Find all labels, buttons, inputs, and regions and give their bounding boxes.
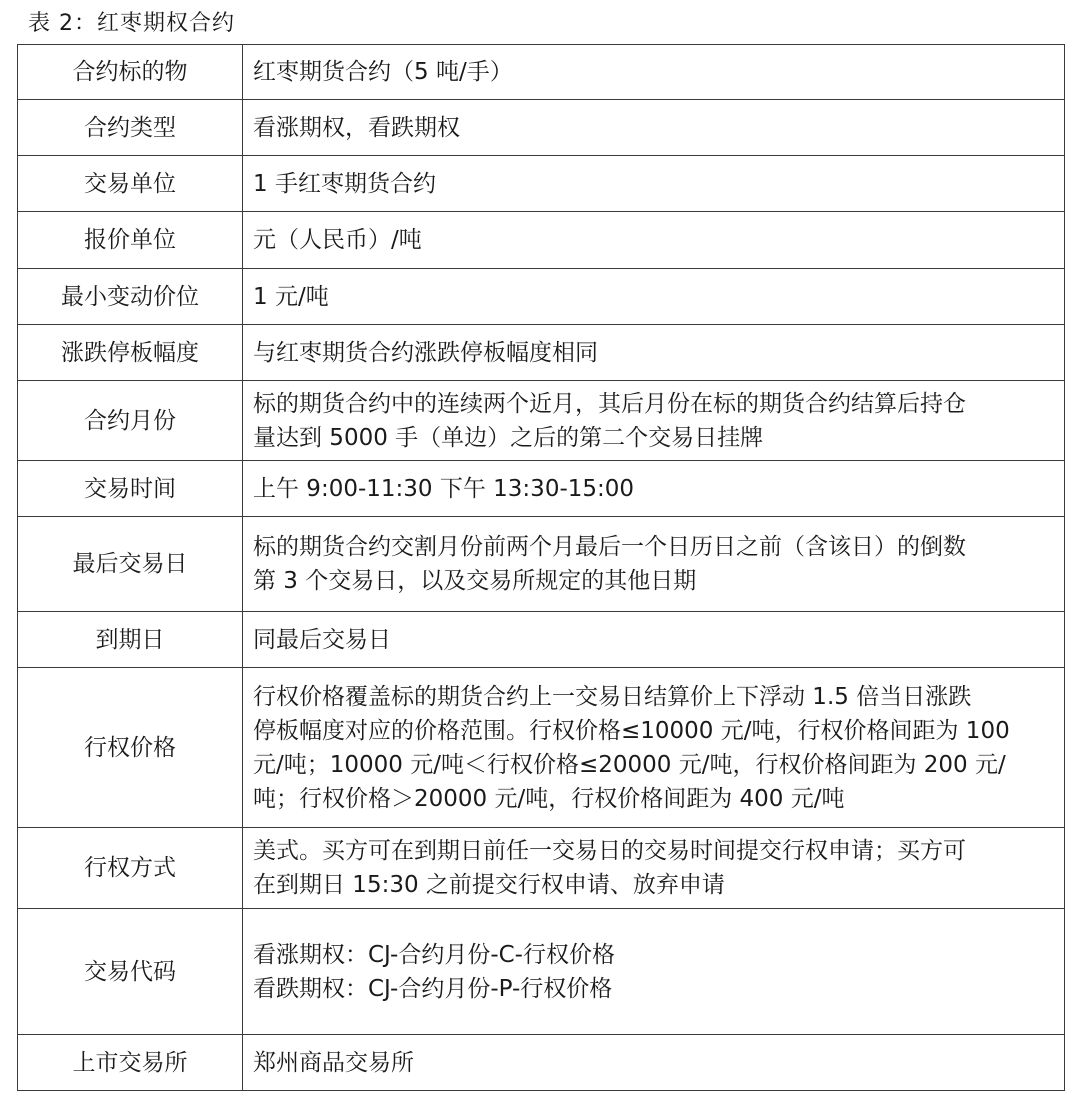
value-line: 标的期货合约交割月份前两个月最后一个日历日之前（含该日）的倒数	[253, 534, 966, 560]
value-line: 同最后交易日	[253, 626, 391, 653]
table-row	[18, 381, 1065, 461]
row-value	[243, 381, 1065, 461]
table-row	[18, 828, 1065, 909]
table-row	[18, 668, 1065, 828]
row-label: 行权价格	[18, 668, 243, 828]
table-row	[18, 156, 1065, 212]
table-caption: 表 2：红枣期权合约	[28, 11, 235, 36]
value-line: 第 3 个交易日，以及交易所规定的其他日期	[253, 568, 697, 594]
row-value	[243, 156, 1065, 212]
row-value	[243, 828, 1065, 909]
row-label: 最后交易日	[18, 517, 243, 612]
value-line: 美式。买方可在到期日前任一交易日的交易时间提交行权申请；买方可	[253, 838, 966, 864]
row-value	[243, 668, 1065, 828]
row-label: 交易时间	[18, 461, 243, 517]
row-label: 到期日	[18, 612, 243, 668]
row-label: 交易单位	[18, 156, 243, 212]
value-line: 1 元/吨	[253, 283, 329, 310]
row-label: 行权方式	[18, 828, 243, 909]
value-line: 停板幅度对应的价格范围。行权价格≤10000 元/吨，行权价格间距为 100	[253, 717, 1010, 744]
value-line: 看涨期权，看跌期权	[253, 114, 460, 141]
table-row	[18, 461, 1065, 517]
table-row	[18, 517, 1065, 612]
value-line: 标的期货合约中的连续两个近月，其后月份在标的期货合约结算后持仓	[253, 390, 966, 417]
value-line: 量达到 5000 手（单边）之后的第二个交易日挂牌	[253, 424, 764, 451]
row-value	[243, 100, 1065, 156]
row-label: 合约月份	[18, 381, 243, 461]
row-value	[243, 461, 1065, 517]
value-line: 吨；行权价格＞20000 元/吨，行权价格间距为 400 元/吨	[253, 785, 845, 812]
value-line: 元/吨；10000 元/吨＜行权价格≤20000 元/吨，行权价格间距为 200 元/	[253, 751, 1006, 778]
row-value	[243, 269, 1065, 325]
value-line: 与红枣期货合约涨跌停板幅度相同	[253, 339, 598, 366]
row-value	[243, 1035, 1065, 1091]
table-row	[18, 612, 1065, 668]
value-line: 上午 9:00-11:30 下午 13:30-15:00	[253, 475, 635, 502]
table-row	[18, 1035, 1065, 1091]
row-label: 涨跌停板幅度	[18, 325, 243, 381]
value-line: 郑州商品交易所	[253, 1049, 414, 1076]
option-contract-table	[17, 44, 1065, 1091]
value-line: 1 手红枣期货合约	[253, 170, 436, 197]
row-value	[243, 45, 1065, 100]
value-line: 看涨期权：CJ-合约月份-C-行权价格	[253, 941, 615, 968]
table-row	[18, 325, 1065, 381]
row-label: 交易代码	[18, 909, 243, 1035]
row-value	[243, 612, 1065, 668]
table-row	[18, 45, 1065, 100]
value-line: 在到期日 15:30 之前提交行权申请、放弃申请	[253, 872, 725, 898]
row-label: 报价单位	[18, 212, 243, 269]
value-line: 元（人民币）/吨	[253, 227, 422, 253]
table-row	[18, 269, 1065, 325]
table-row	[18, 100, 1065, 156]
row-label: 上市交易所	[18, 1035, 243, 1091]
value-line: 看跌期权：CJ-合约月份-P-行权价格	[253, 975, 613, 1002]
row-label: 合约标的物	[18, 45, 243, 100]
row-value	[243, 325, 1065, 381]
value-line: 行权价格覆盖标的期货合约上一交易日结算价上下浮动 1.5 倍当日涨跌	[253, 683, 972, 710]
table-row	[18, 909, 1065, 1035]
row-value	[243, 909, 1065, 1035]
table-row	[18, 212, 1065, 269]
row-label: 合约类型	[18, 100, 243, 156]
row-value	[243, 212, 1065, 269]
value-line: 红枣期货合约（5 吨/手）	[253, 59, 513, 85]
row-value	[243, 517, 1065, 612]
row-label: 最小变动价位	[18, 269, 243, 325]
